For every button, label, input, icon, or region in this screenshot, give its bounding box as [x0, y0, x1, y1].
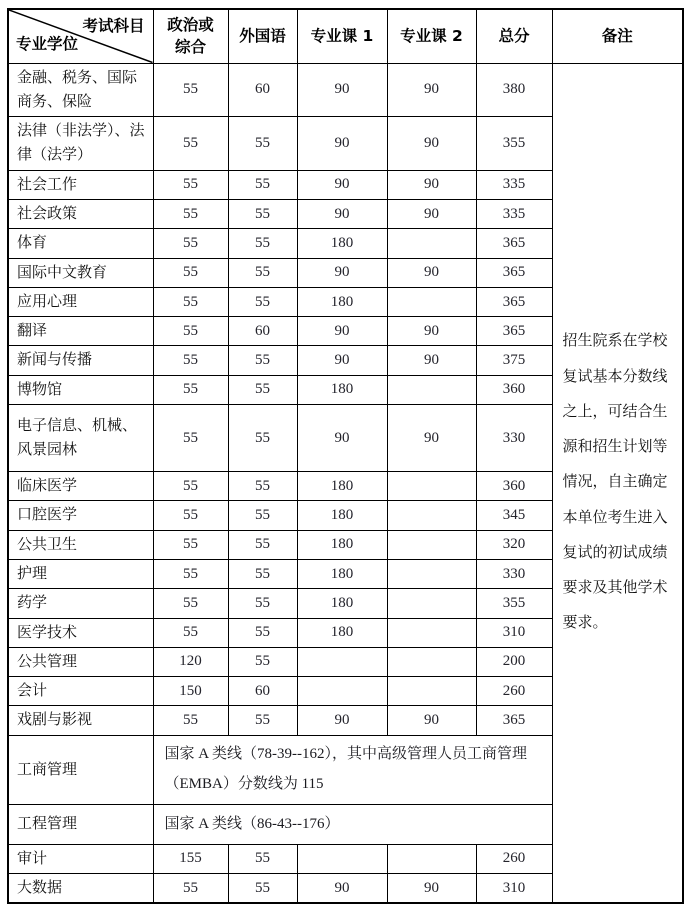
table-row: [8, 63, 683, 117]
score-cell: [387, 501, 476, 530]
score-cell: 380: [476, 63, 552, 117]
score-cell: 55: [153, 405, 228, 472]
major-label: 公共卫生: [8, 530, 153, 559]
score-cell: 55: [228, 706, 297, 735]
major-label: 翻译: [8, 317, 153, 346]
score-cell: 355: [476, 589, 552, 618]
score-cell: 345: [476, 501, 552, 530]
score-cell: 60: [228, 63, 297, 117]
score-cell: 180: [297, 375, 387, 404]
score-cell: [297, 647, 387, 676]
major-label: 审计: [8, 844, 153, 873]
score-cell: 55: [228, 405, 297, 472]
score-cell: 55: [153, 706, 228, 735]
score-cell: 90: [387, 258, 476, 287]
col-header-foreign-language: 外国语: [228, 9, 297, 63]
score-cell: 55: [153, 63, 228, 117]
score-cell: 55: [153, 618, 228, 647]
score-cell: 90: [297, 317, 387, 346]
major-label: 电子信息、机械、风景园林: [8, 405, 153, 472]
score-cell: 55: [228, 258, 297, 287]
score-cell: 55: [228, 647, 297, 676]
score-cell: 55: [228, 375, 297, 404]
score-cell: 90: [387, 63, 476, 117]
score-cell: 155: [153, 844, 228, 873]
score-cell: 365: [476, 287, 552, 316]
score-cell: 260: [476, 844, 552, 873]
score-cell: 335: [476, 170, 552, 199]
score-cell: 55: [228, 287, 297, 316]
merged-score-note: 国家 A 类线（86-43--176）: [153, 804, 552, 844]
score-cell: [387, 677, 476, 706]
score-cell: 90: [387, 405, 476, 472]
score-cell: 55: [228, 559, 297, 588]
score-cell: [387, 472, 476, 501]
score-cell: 180: [297, 530, 387, 559]
major-label: 社会政策: [8, 199, 153, 228]
score-cell: 55: [153, 170, 228, 199]
score-cell: 55: [228, 472, 297, 501]
major-label: 金融、税务、国际商务、保险: [8, 63, 153, 117]
score-cell: 90: [387, 317, 476, 346]
score-cell: 90: [297, 170, 387, 199]
score-cell: 55: [228, 229, 297, 258]
major-label: 护理: [8, 559, 153, 588]
table-header: [8, 9, 683, 63]
score-cell: 180: [297, 287, 387, 316]
major-label: 临床医学: [8, 472, 153, 501]
score-cell: [387, 618, 476, 647]
score-cell: 90: [387, 874, 476, 904]
score-cell: 90: [297, 199, 387, 228]
degree-type-label: 专业学位: [16, 35, 79, 54]
score-cell: 55: [228, 530, 297, 559]
major-label: 博物馆: [8, 375, 153, 404]
score-cell: 180: [297, 229, 387, 258]
score-cell: 180: [297, 472, 387, 501]
score-cell: 310: [476, 874, 552, 904]
score-cell: 55: [153, 317, 228, 346]
score-cell: 90: [297, 117, 387, 171]
score-cell: 55: [153, 229, 228, 258]
col-header-remark: 备注: [552, 9, 683, 63]
score-cell: 375: [476, 346, 552, 375]
score-cell: 55: [153, 472, 228, 501]
score-cell: 90: [387, 346, 476, 375]
major-label: 会计: [8, 677, 153, 706]
score-cell: 90: [387, 117, 476, 171]
score-cell: 330: [476, 405, 552, 472]
major-label: 口腔医学: [8, 501, 153, 530]
major-label: 公共管理: [8, 647, 153, 676]
score-cell: 55: [228, 117, 297, 171]
score-cell: 365: [476, 258, 552, 287]
major-label: 工程管理: [8, 804, 153, 844]
score-cell: 180: [297, 618, 387, 647]
score-cell: [387, 229, 476, 258]
score-cell: [387, 287, 476, 316]
score-cell: 365: [476, 317, 552, 346]
major-label: 大数据: [8, 874, 153, 904]
major-label: 社会工作: [8, 170, 153, 199]
score-cell: 55: [228, 618, 297, 647]
score-cell: 55: [153, 559, 228, 588]
score-cell: [387, 530, 476, 559]
score-cell: 90: [297, 346, 387, 375]
score-cell: 330: [476, 559, 552, 588]
remark-text: 招生院系在学校复试基本分数线之上，可结合生源和招生计划等情况，自主确定本单位考生进入复试的初试成绩要求及其他学术要求。: [562, 333, 668, 632]
score-cell: 90: [297, 63, 387, 117]
score-cell: 55: [228, 844, 297, 873]
score-cell: 260: [476, 677, 552, 706]
score-cell: 55: [153, 117, 228, 171]
major-label: 工商管理: [8, 735, 153, 804]
score-cell: [387, 844, 476, 873]
admission-score-table: [7, 8, 684, 904]
score-cell: [297, 844, 387, 873]
score-cell: 200: [476, 647, 552, 676]
score-cell: 90: [297, 258, 387, 287]
score-cell: 55: [153, 287, 228, 316]
score-cell: 355: [476, 117, 552, 171]
col-header-major-course-1: 专业课 1: [297, 9, 387, 63]
score-cell: 55: [153, 501, 228, 530]
merged-score-note: 国家 A 类线（78-39--162），其中高级管理人员工商管理（EMBA）分数线为 115: [153, 735, 552, 804]
major-label: 戏剧与影视: [8, 706, 153, 735]
score-cell: 55: [228, 589, 297, 618]
score-cell: 360: [476, 472, 552, 501]
score-cell: 150: [153, 677, 228, 706]
remark-cell: [552, 63, 683, 903]
score-cell: 60: [228, 677, 297, 706]
score-cell: 90: [297, 405, 387, 472]
score-cell: [387, 375, 476, 404]
major-label: 新闻与传播: [8, 346, 153, 375]
score-cell: 55: [228, 199, 297, 228]
score-cell: [387, 589, 476, 618]
score-cell: 55: [228, 170, 297, 199]
score-cell: 60: [228, 317, 297, 346]
score-cell: [387, 559, 476, 588]
col-header-total-score: 总分: [476, 9, 552, 63]
exam-subjects-label: 考试科目: [82, 17, 145, 35]
score-table-body: [8, 63, 683, 903]
score-cell: 120: [153, 647, 228, 676]
score-cell: 90: [387, 199, 476, 228]
major-label: 医学技术: [8, 618, 153, 647]
score-cell: 310: [476, 618, 552, 647]
score-cell: 55: [228, 346, 297, 375]
major-label: 药学: [8, 589, 153, 618]
score-cell: [387, 647, 476, 676]
header-row: [8, 9, 683, 63]
score-cell: 55: [153, 258, 228, 287]
col-header-politics: 政治或综合: [153, 9, 228, 63]
score-cell: 365: [476, 229, 552, 258]
score-cell: 90: [297, 874, 387, 904]
score-cell: 320: [476, 530, 552, 559]
score-cell: 90: [297, 706, 387, 735]
score-cell: 55: [153, 346, 228, 375]
score-cell: 360: [476, 375, 552, 404]
score-cell: 180: [297, 501, 387, 530]
score-cell: 55: [153, 589, 228, 618]
score-cell: 55: [228, 501, 297, 530]
col-header-major-course-2: 专业课 2: [387, 9, 476, 63]
major-label: 国际中文教育: [8, 258, 153, 287]
score-cell: 365: [476, 706, 552, 735]
score-cell: 55: [153, 199, 228, 228]
score-cell: 90: [387, 170, 476, 199]
score-cell: 335: [476, 199, 552, 228]
score-cell: 55: [228, 874, 297, 904]
diagonal-header-cell: [8, 9, 153, 63]
major-label: 体育: [8, 229, 153, 258]
score-cell: 90: [387, 706, 476, 735]
score-cell: 55: [153, 375, 228, 404]
score-cell: 55: [153, 530, 228, 559]
score-cell: [297, 677, 387, 706]
score-cell: 180: [297, 559, 387, 588]
major-label: 应用心理: [8, 287, 153, 316]
score-cell: 55: [153, 874, 228, 904]
score-cell: 180: [297, 589, 387, 618]
major-label: 法律（非法学）、法律（法学）: [8, 117, 153, 171]
